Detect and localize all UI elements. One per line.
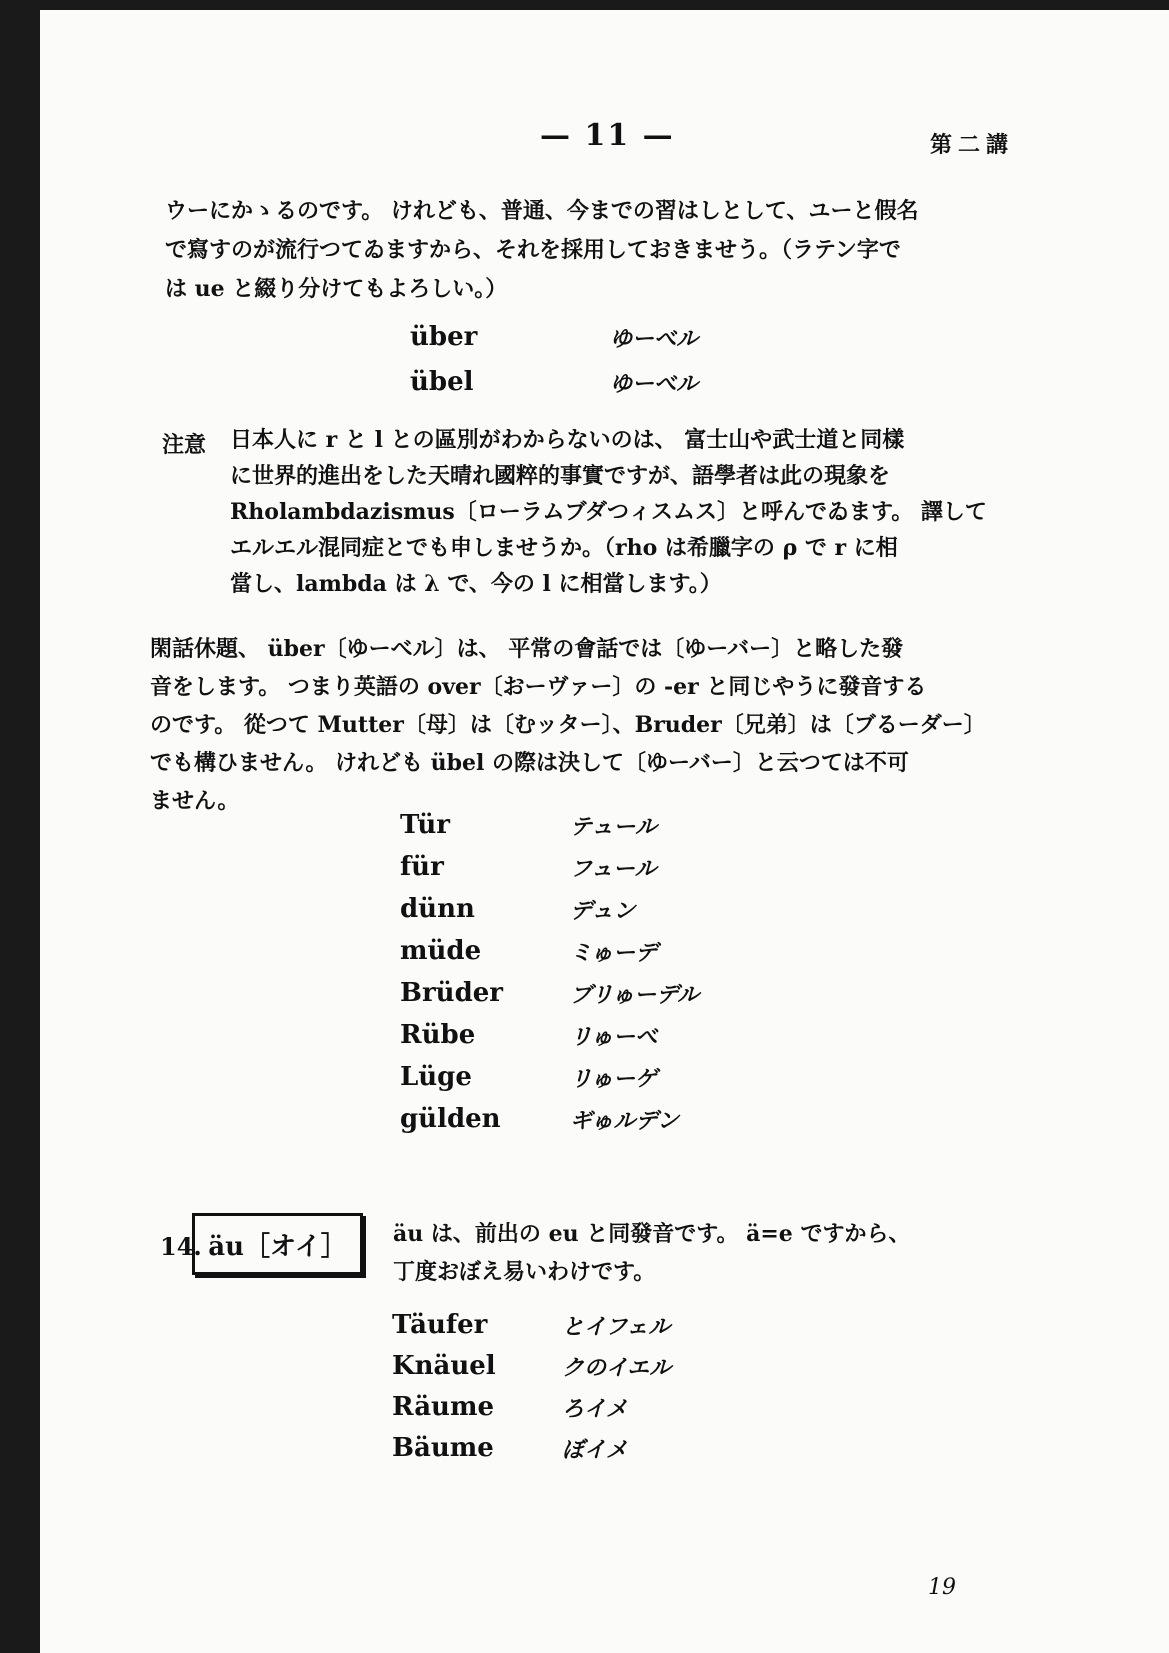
text-line: 丁度おぼえ易いわけです。 [393, 1259, 656, 1285]
german-word: Täufer [392, 1310, 488, 1340]
section-description [393, 1215, 1013, 1291]
katakana-reading: ミゅーデ [570, 940, 658, 966]
katakana-reading: デュン [570, 898, 636, 924]
katakana-reading: リゅーべ [570, 1024, 658, 1050]
text-line: で寫すのが流行つてゐますから、それを採用しておきませう。（ラテン字で [165, 237, 901, 263]
text-line: Rholambdazismus〔ローラムブダつィスムス〕と呼んでゐます。 譯して [230, 499, 987, 525]
katakana-reading: ぼイメ [562, 1437, 628, 1463]
german-word: gülden [400, 1104, 501, 1134]
paragraph-digression [150, 630, 1025, 820]
german-word: über [410, 322, 478, 352]
katakana-reading: ろイメ [562, 1396, 628, 1422]
german-word: Brüder [400, 978, 503, 1008]
german-word: übel [410, 367, 474, 397]
page-content [40, 10, 1169, 1653]
header-page-number: — 11 — [540, 118, 675, 153]
german-word: Tür [400, 810, 450, 840]
german-word: für [400, 852, 444, 882]
text-line: 音をします。 つまり英語の over〔おーヴァー〕の -er と同じやうに發音する [150, 674, 927, 700]
katakana-reading: リゅーゲ [570, 1066, 658, 1092]
katakana-reading: とイフェル [562, 1314, 671, 1340]
text-line: に世界的進出をした天晴れ國粹的事實ですが、語學者は此の現象を [230, 463, 891, 489]
katakana-reading: ブリゅーデル [570, 982, 700, 1008]
text-line: ウーにかゝるのです。 けれども、普通、今までの習はしとして、ユーと假名 [165, 198, 919, 224]
german-word: Räume [392, 1392, 495, 1422]
text-line: エルエル混同症とでも申しませうか。（rho は希臘字の ρ で r に相 [230, 535, 898, 561]
note-label: 注意 [162, 432, 207, 458]
note-paragraph [230, 422, 1025, 602]
katakana-reading: ゆーべル [610, 326, 699, 352]
text-line: のです。 從つて Mutter〔母〕は〔むッター〕、Bruder〔兄弟〕は〔ブるーダー〕 [150, 712, 986, 738]
text-line: は ue と綴り分けてもよろしい。） [165, 276, 508, 302]
german-word: Bäume [392, 1433, 494, 1463]
german-word: Rübe [400, 1020, 476, 1050]
text-line: äu は、前出の eu と同發音です。 ä=e ですから、 [393, 1221, 911, 1247]
german-word: Knäuel [392, 1351, 496, 1381]
german-word: dünn [400, 894, 475, 924]
katakana-reading: テュール [570, 814, 657, 840]
book-page [40, 10, 1169, 1653]
katakana-reading: フュール [570, 856, 657, 882]
header-lesson-title: 第二講 [930, 132, 1015, 158]
text-line: ません。 [150, 788, 240, 814]
section-heading-label: äu［オイ］ [208, 1231, 347, 1262]
text-line: 閑話休題、 über〔ゆーべル〕は、 平常の會話では〔ゆーバー〕と略した發 [150, 636, 904, 662]
katakana-reading: クのイエル [562, 1355, 672, 1381]
german-word: Lüge [400, 1062, 472, 1092]
section-heading-box [192, 1213, 363, 1275]
katakana-reading: ギゅルデン [570, 1108, 679, 1134]
text-line: 日本人に r と l との區別がわからないのは、 富士山や武士道と同樣 [230, 427, 905, 453]
paragraph-intro [165, 192, 1025, 309]
text-line: 當し、lambda は λ で、今の l に相當します。） [230, 571, 722, 597]
katakana-reading: ゆーべル [610, 371, 699, 397]
text-line: でも構ひません。 けれども übel の際は決して〔ゆーバー〕と云つては不可 [150, 750, 909, 776]
german-word: müde [400, 936, 482, 966]
footer-page-number: 19 [928, 1575, 956, 1600]
section-number: 14. [160, 1232, 202, 1261]
